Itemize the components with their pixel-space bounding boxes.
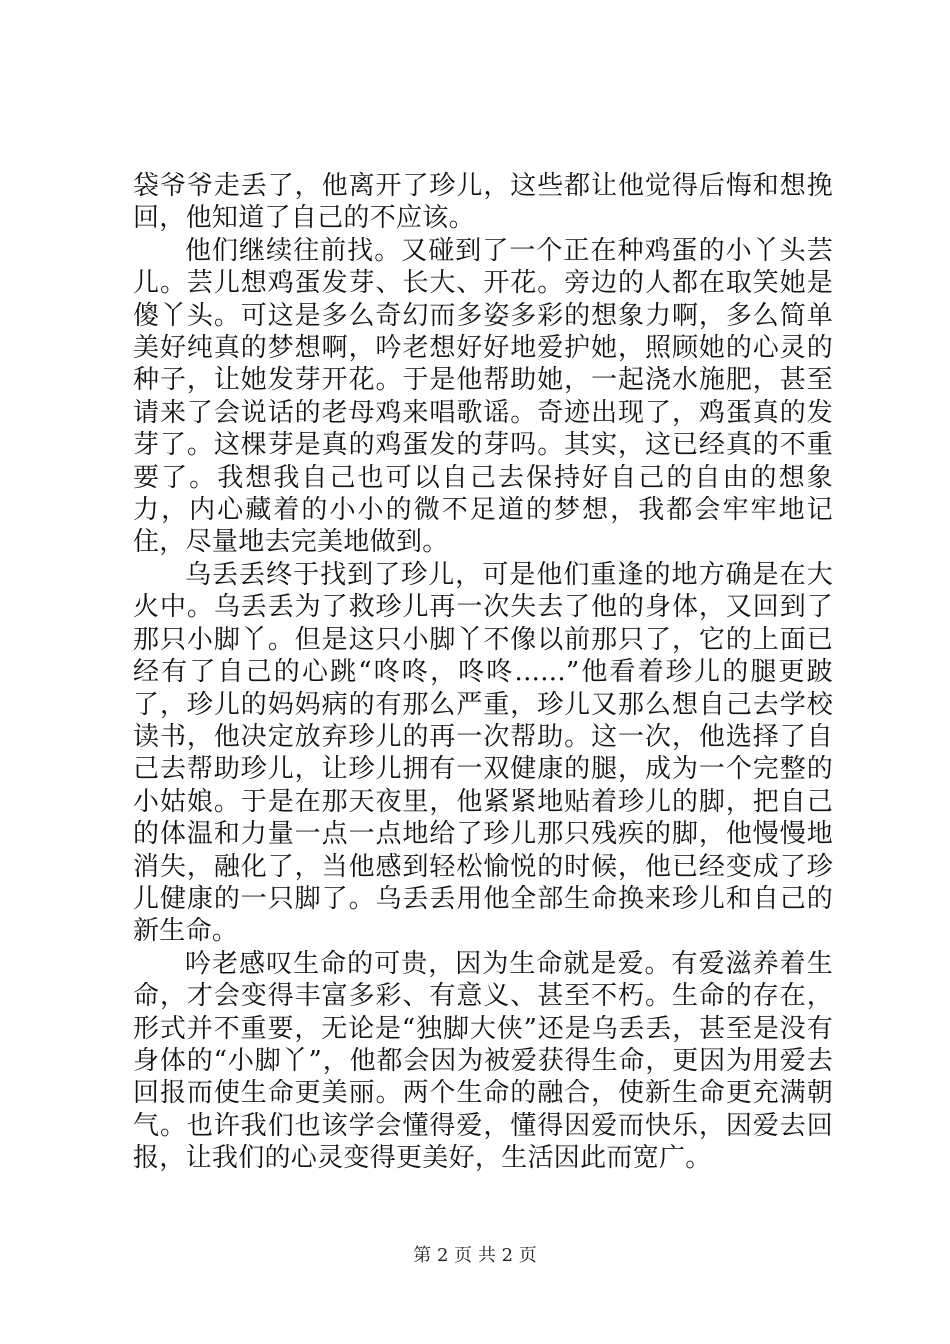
paragraph-2: 他们继续往前找。又碰到了一个正在种鸡蛋的小丫头芸儿。芸儿想鸡蛋发芽、长大、开花。旁边的人都在取笑她是傻丫头。可这是多么奇幻而多姿多彩的想象力啊，多么简单美好纯真的梦想啊，吟老想好好地爱护她，照顾她的心灵的种子，让她发芽开花。于是他帮助她，一起浇水施肥，甚至请来了会说话的老母鸡来唱歌谣。奇迹出现了，鸡蛋真的发芽了。这棵芽是真的鸡蛋发的芽吗。其实，这已经真的不重要了。我想我自己也可以自己去保持好自己的自由的想象力，内心藏着的小小的微不足道的梦想，我都会牢牢地记住，尽量地去完美地做到。 (133, 235, 833, 558)
body-text (133, 170, 833, 1175)
paragraph-3: 乌丢丢终于找到了珍儿，可是他们重逢的地方确是在大火中。乌丢丢为了救珍儿再一次失去了他的身体，又回到了那只小脚丫。但是这只小脚丫不像以前那只了，它的上面已经有了自己的心跳“咚咚，咚咚......”他看着珍儿的腿更跛了，珍儿的妈妈病的有那么严重，珍儿又那么想自己去学校读书，他决定放弃珍儿的再一次帮助。这一次，他选择了自己去帮助珍儿，让珍儿拥有一双健康的腿，成为一个完整的小姑娘。于是在那天夜里，他紧紧地贴着珍儿的脚，把自己的体温和力量一点一点地给了珍儿那只残疾的脚，他慢慢地消失，融化了，当他感到轻松愉悦的时候，他已经变成了珍儿健康的一只脚了。乌丢丢用他全部生命换来珍儿和自己的新生命。 (133, 559, 833, 947)
paragraph-4: 吟老感叹生命的可贵，因为生命就是爱。有爱滋养着生命，才会变得丰富多彩、有意义、甚至不朽。生命的存在，形式并不重要，无论是“独脚大侠”还是乌丢丢，甚至是没有身体的“小脚丫”，他都会因为被爱获得生命，更因为用爱去回报而使生命更美丽。两个生命的融合，使新生命更充满朝气。也许我们也该学会懂得爱，懂得因爱而快乐，因爱去回报，让我们的心灵变得更美好，生活因此而宽广。 (133, 948, 833, 1174)
page-footer: 第 2 页 共 2 页 (413, 1245, 537, 1266)
paragraph-1: 袋爷爷走丢了，他离开了珍儿，这些都让他觉得后悔和想挽回，他知道了自己的不应该。 (133, 171, 833, 234)
